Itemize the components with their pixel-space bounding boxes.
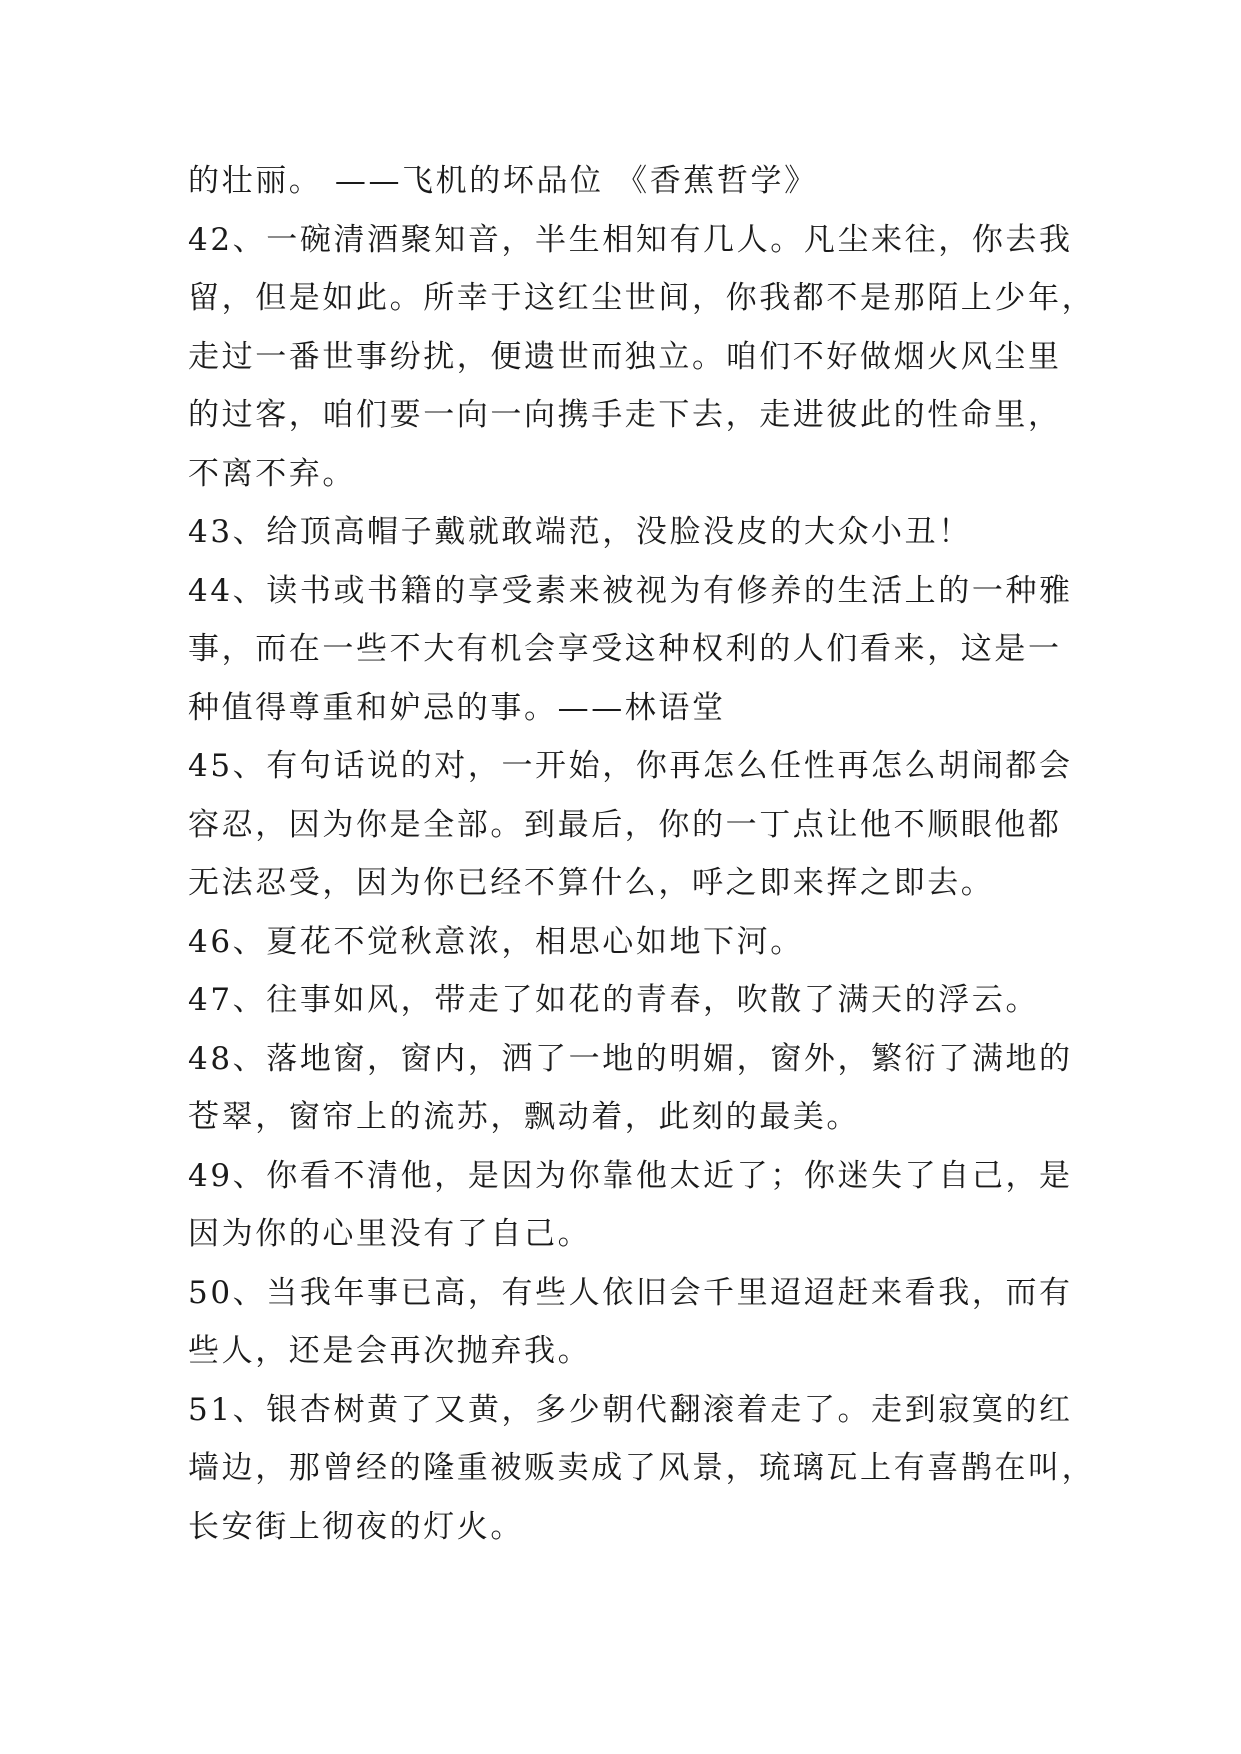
text-line: 事，而在一些不大有机会享受这种权利的人们看来，这是一	[188, 631, 1062, 667]
text-line: 无法忍受，因为你已经不算什么，呼之即来挥之即去。	[188, 865, 995, 901]
text-line: 46、夏花不觉秋意浓，相思心如地下河。	[188, 923, 804, 960]
text-line: 不离不弃。	[188, 455, 356, 492]
text-line: 因为你的心里没有了自己。	[188, 1216, 592, 1252]
text-line: 48、落地窗，窗内，洒了一地的明媚，窗外，繁衍了满地的	[188, 1040, 1073, 1077]
text-line: 的壮丽。 ——飞机的坏品位 《香蕉哲学》	[188, 163, 818, 199]
text-line: 45、有句话说的对，一开始，你再怎么任性再怎么胡闹都会	[188, 748, 1073, 784]
text-line: 容忍，因为你是全部。到最后，你的一丁点让他不顺眼他都	[188, 806, 1062, 843]
text-line: 种值得尊重和妒忌的事。——林语堂	[188, 689, 726, 726]
text-line: 43、给顶高帽子戴就敢端范，没脸没皮的大众小丑！	[188, 514, 972, 550]
document-page	[188, 152, 1096, 1556]
text-line: 的过客，咱们要一向一向携手走下去，走进彼此的性命里，	[188, 397, 1062, 433]
text-line: 留，但是如此。所幸于这红尘世间，你我都不是那陌上少年，	[188, 280, 1096, 316]
text-line: 些人，还是会再次抛弃我。	[188, 1333, 592, 1369]
text-line: 苍翠，窗帘上的流苏，飘动着，此刻的最美。	[188, 1099, 860, 1135]
text-line: 走过一番世事纷扰，便遗世而独立。咱们不好做烟火风尘里	[188, 338, 1062, 375]
text-line: 50、当我年事已高，有些人依旧会千里迢迢赶来看我，而有	[188, 1274, 1073, 1311]
text-line: 墙边，那曾经的隆重被贩卖成了风景，琉璃瓦上有喜鹊在叫，	[188, 1450, 1096, 1486]
text-line: 44、读书或书籍的享受素来被视为有修养的生活上的一种雅	[188, 572, 1073, 609]
text-line: 47、往事如风，带走了如花的青春，吹散了满天的浮云。	[188, 982, 1040, 1018]
text-line: 49、你看不清他，是因为你靠他太近了；你迷失了自己，是	[188, 1157, 1073, 1194]
text-line: 42、一碗清酒聚知音，半生相知有几人。凡尘来往，你去我	[188, 221, 1073, 258]
text-line: 长安街上彻夜的灯火。	[188, 1508, 524, 1545]
text-line: 51、银杏树黄了又黄，多少朝代翻滚着走了。走到寂寞的红	[188, 1391, 1073, 1428]
